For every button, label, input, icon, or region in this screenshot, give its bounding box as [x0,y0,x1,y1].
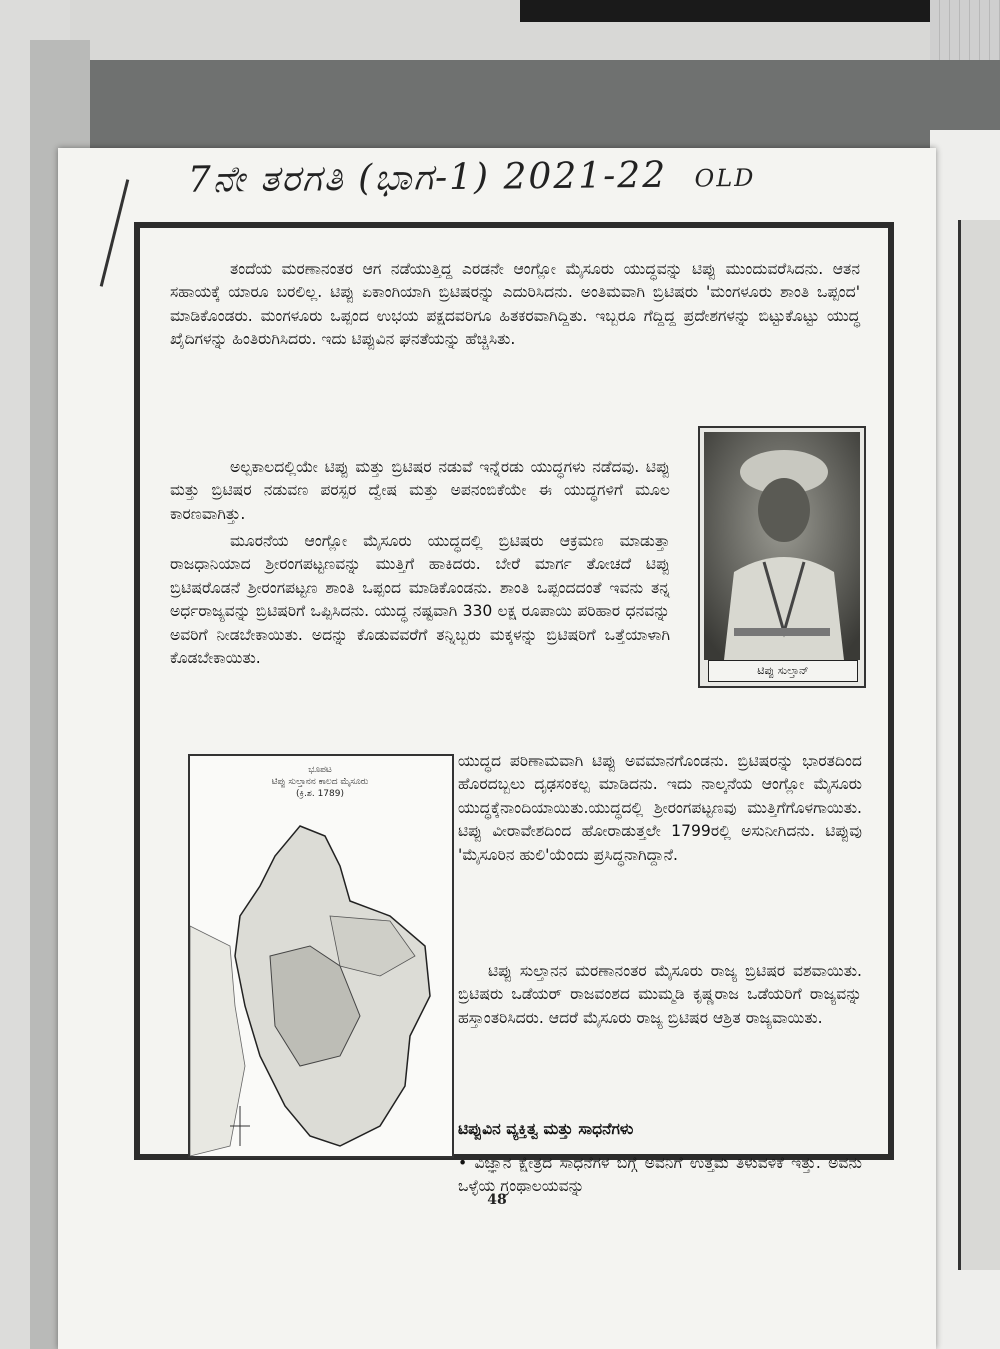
section-heading: ಟಿಪ್ಪುವಿನ ವ್ಯಕ್ತಿತ್ವ ಮತ್ತು ಸಾಧನೆಗಳು [458,1120,634,1138]
portrait-caption: ಟಿಪ್ಪು ಸುಲ್ತಾನ್ [708,660,858,682]
adjacent-page-edge [958,220,1000,1270]
map-title-block [230,764,410,800]
paragraph: ಅಲ್ಪಕಾಲದಲ್ಲಿಯೇ ಟಿಪ್ಪು ಮತ್ತು ಬ್ರಿಟಿಷರ ನಡುವೆ ಇನ್ನೆರಡು ಯುದ್ಧಗಳು ನಡೆದವು. ಟಿಪ್ಪು ಮತ್ತು ಬ್ರಿಟಿಷರ ನಡುವಣ ಪರಸ್ಪರ ದ್ವೇಷ ಮತ್ತು ಅಪನಂಬಿಕೆಯೇ ಈ ಯುದ್ಧಗಳಿಗೆ ಮೂಲ ಕಾರಣವಾಗಿತ್ತು. [170,458,670,523]
map-label: ಭೂಪಟ [308,765,332,775]
paragraph: ತಂದೆಯ ಮರಣಾನಂತರ ಆಗ ನಡೆಯುತ್ತಿದ್ದ ಎರಡನೇ ಆಂಗ್ಲೋ ಮೈಸೂರು ಯುದ್ಧವನ್ನು ಟಿಪ್ಪು ಮುಂದುವರೆಸಿದನು. ಆತನ ಸಹಾಯಕ್ಕೆ ಯಾರೂ ಬರಲಿಲ್ಲ. ಟಿಪ್ಪು ಏಕಾಂಗಿಯಾಗಿ ಬ್ರಿಟಿಷರನ್ನು ಎದುರಿಸಿದನು. ಅಂತಿಮವಾಗಿ ಬ್ರಿಟಿಷರು 'ಮಂಗಳೂರು ಶಾಂತಿ ಒಪ್ಪಂದ' ಮಾಡಿಕೊಂಡರು. ಮಂಗಳೂರು ಒಪ್ಪಂದ ಉಭಯ ಪಕ್ಷದವರಿಗೂ ಹಿತಕರವಾಗಿದ್ದಿತು. ಇಬ್ಬರೂ ಗೆದ್ದಿದ್ದ ಪ್ರದೇಶಗಳನ್ನು ಬಿಟ್ಟುಕೊಟ್ಟು ಯುದ್ಧ ಖೈದಿಗಳನ್ನು ಹಿಂತಿರುಗಿಸಿದರು. ಇದು ಟಿಪ್ಪುವಿನ ಘನತೆಯನ್ನು ಹೆಚ್ಚಿಸಿತು. [170,260,860,349]
portrait-image [704,432,860,660]
bullet-paragraph: • ವಿಜ್ಞಾನ ಕ್ಷೇತ್ರದ ಸಾಧನೆಗಳ ಬಗ್ಗೆ ಅವನಿಗೆ ಉತ್ತಮ ತಿಳುವಳಿಕೆ ಇತ್ತು. ಅವನು ಒಳ್ಳೆಯ ಗ್ರಂಥಾಲಯವನ್ನು [458,1154,862,1196]
map-figure [188,754,454,1158]
handwritten-note [188,152,909,230]
mysore-map [190,806,452,1156]
handwritten-tag: OLD [694,163,756,193]
desk-object [930,0,1000,60]
handwritten-title: 7ನೇ ತರಗತಿ (ಭಾಗ-1) 2021-22 [187,154,668,201]
textbook-page [58,148,936,1349]
page-number: 48 [487,1192,507,1208]
desk-object [520,0,940,22]
paragraph: ಮೂರನೆಯ ಆಂಗ್ಲೋ ಮೈಸೂರು ಯುದ್ಧದಲ್ಲಿ ಬ್ರಿಟಿಷರು ಆಕ್ರಮಣ ಮಾಡುತ್ತಾ ರಾಜಧಾನಿಯಾದ ಶ್ರೀರಂಗಪಟ್ಟಣವನ್ನು ಮುತ್ತಿಗೆ ಹಾಕಿದರು. ಬೇರೆ ಮಾರ್ಗ ತೋಚದೆ ಟಿಪ್ಪು ಬ್ರಿಟಿಷರೊಡನೆ ಶ್ರೀರಂಗಪಟ್ಟಣ ಶಾಂತಿ ಒಪ್ಪಂದ ಮಾಡಿಕೊಂಡನು. ಶಾಂತಿ ಒಪ್ಪಂದದಂತೆ ಇವನು ತನ್ನ ಅರ್ಧರಾಜ್ಯವನ್ನು ಬ್ರಿಟಿಷರಿಗೆ ಒಪ್ಪಿಸಿದನು. ಯುದ್ಧ ನಷ್ಟವಾಗಿ 330 ಲಕ್ಷ ರೂಪಾಯಿ ಪರಿಹಾರ ಧನವನ್ನು ಅವರಿಗೆ ನೀಡಬೇಕಾಯಿತು. ಅದನ್ನು ಕೊಡುವವರೆಗೆ ತನ್ನಿಬ್ಬರು ಮಕ್ಕಳನ್ನು ಬ್ರಿಟಿಷರಿಗೆ ಒತ್ತೆಯಾಳಾಗಿ ಕೊಡಬೇಕಾಯಿತು. [170,532,670,668]
map-title: ಟಿಪ್ಪು ಸುಲ್ತಾನನ ಕಾಲದ ಮೈಸೂರು [271,777,369,787]
paragraph: ಟಿಪ್ಪು ಸುಲ್ತಾನನ ಮರಣಾನಂತರ ಮೈಸೂರು ರಾಜ್ಯ ಬ್ರಿಟಿಷರ ವಶವಾಯಿತು. ಬ್ರಿಟಿಷರು ಒಡೆಯರ್ ರಾಜವಂಶದ ಮುಮ್ಮಡಿ ಕೃಷ್ಣರಾಜ ಒಡೆಯರಿಗೆ ರಾಜ್ಯವನ್ನು ಹಸ್ತಾಂತರಿಸಿದರು. ಆದರೆ ಮೈಸೂರು ರಾಜ್ಯ ಬ್ರಿಟಿಷರ ಆಶ್ರಿತ ರಾಜ್ಯವಾಯಿತು. [458,962,862,1027]
portrait-figure [698,426,866,688]
map-year: (ಕ್ರಿ.ಶ. 1789) [295,789,345,799]
pen-mark [100,179,130,286]
paragraph: ಯುದ್ಧದ ಪರಿಣಾಮವಾಗಿ ಟಿಪ್ಪು ಅವಮಾನಗೊಂಡನು. ಬ್ರಿಟಿಷರನ್ನು ಭಾರತದಿಂದ ಹೊರದಬ್ಬಲು ದೃಢಸಂಕಲ್ಪ ಮಾಡಿದನು. ಇದು ನಾಲ್ಕನೆಯ ಆಂಗ್ಲೋ ಮೈಸೂರು ಯುದ್ಧಕ್ಕೆನಾಂದಿಯಾಯಿತು.ಯುದ್ಧದಲ್ಲಿ ಶ್ರೀರಂಗಪಟ್ಟಣವು ಮುತ್ತಿಗೆಗೊಳಗಾಯಿತು. ಟಿಪ್ಪು ವೀರಾವೇಶದಿಂದ ಹೋರಾಡುತ್ತಲೇ 1799ರಲ್ಲಿ ಅಸುನೀಗಿದನು. ಟಿಪ್ಪುವು 'ಮೈಸೂರಿನ ಹುಲಿ'ಯೆಂದು ಪ್ರಸಿದ್ಧನಾಗಿದ್ದಾನೆ. [458,752,862,864]
content-frame [134,222,894,1196]
